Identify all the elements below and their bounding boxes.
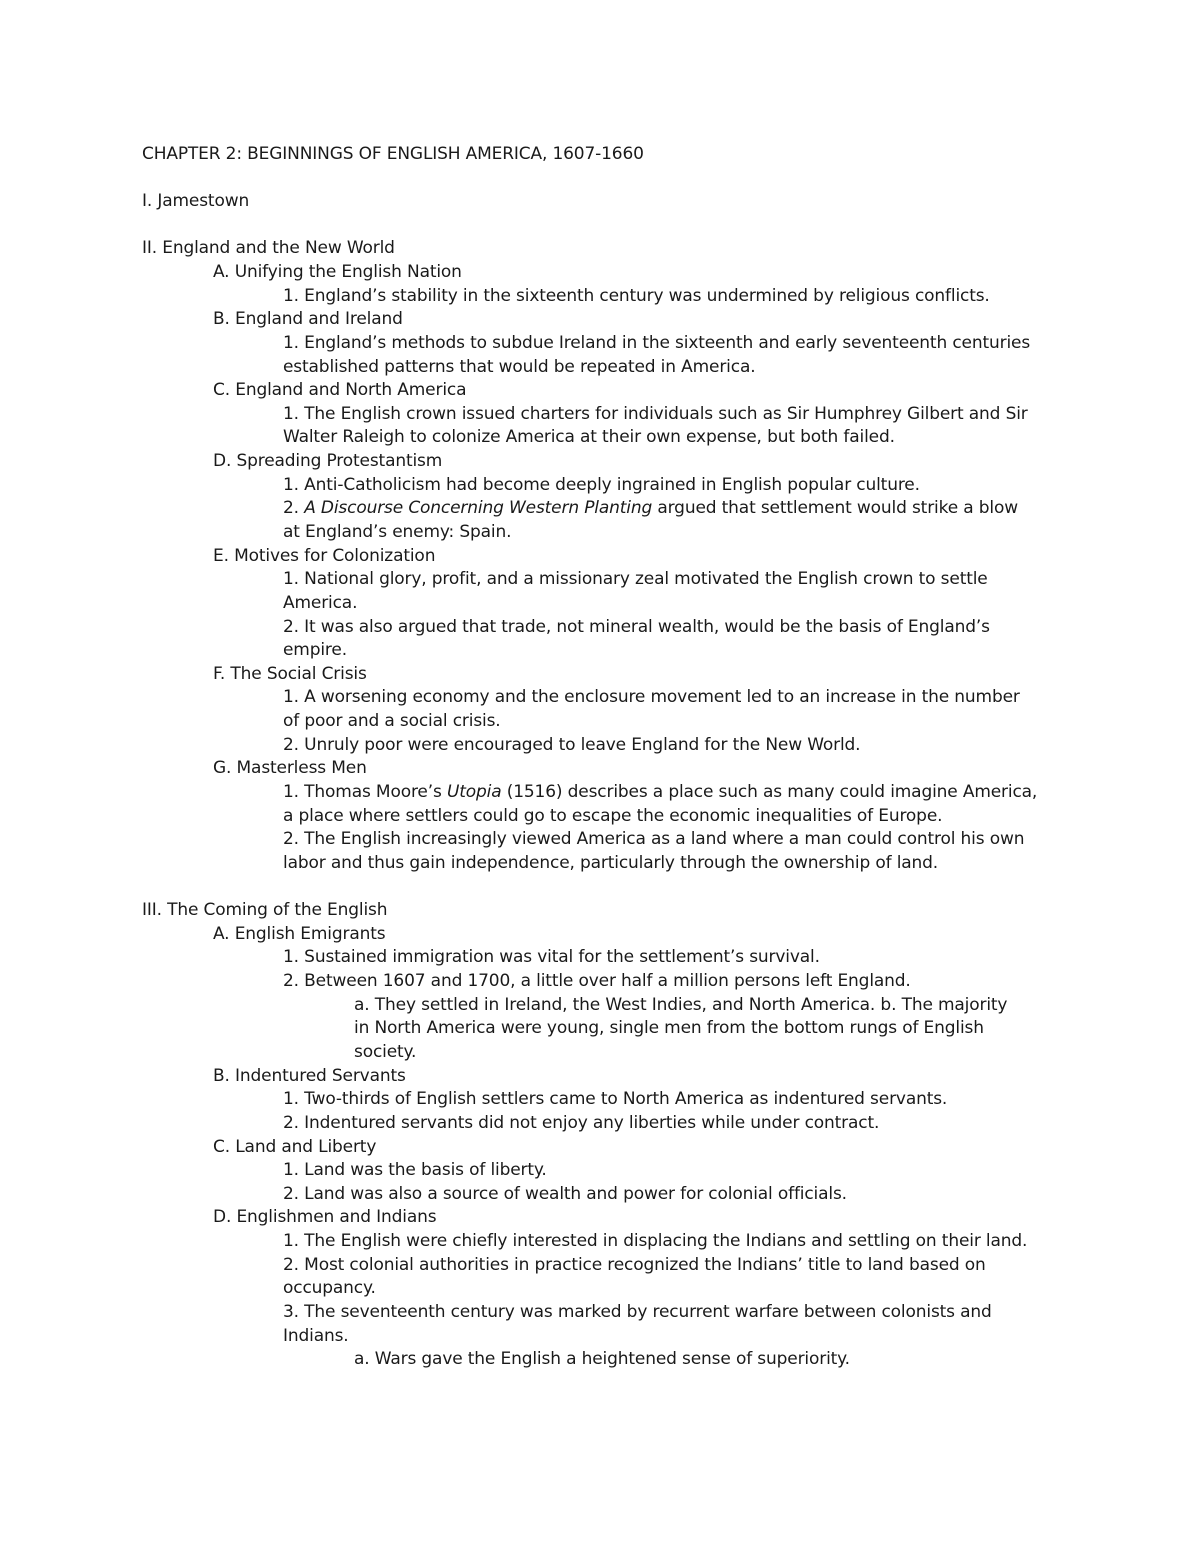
point-text: 1. Anti-Catholicism had become deeply ingrained in English popular culture. xyxy=(283,475,920,495)
point-text: 1. Two-thirds of English settlers came to North America as indentured servants. xyxy=(283,1089,948,1109)
point-text: labor and thus gain independence, particularly through the ownership of land. xyxy=(283,853,939,873)
point-text: 2. The English increasingly viewed America as a land where a man could control his own xyxy=(283,829,1025,849)
subheading-englishmen-indians: D. Englishmen and Indians xyxy=(213,1207,437,1227)
subheading-motives: E. Motives for Colonization xyxy=(213,546,436,566)
book-title: Utopia xyxy=(446,782,502,802)
subpoint-text: in North America were young, single men from the bottom rungs of English xyxy=(354,1018,984,1038)
section-heading-england-new-world: II. England and the New World xyxy=(142,238,395,258)
subheading-spreading-protestantism: D. Spreading Protestantism xyxy=(213,451,443,471)
point-text: 1. England’s stability in the sixteenth century was undermined by religious conflicts. xyxy=(283,286,990,306)
section-heading-jamestown: I. Jamestown xyxy=(142,191,250,211)
point-text: 2. Most colonial authorities in practice recognized the Indians’ title to land based on xyxy=(283,1255,986,1275)
subpoint-text: a. Wars gave the English a heightened sense of superiority. xyxy=(354,1349,850,1369)
point-text: 1. A worsening economy and the enclosure movement led to an increase in the number xyxy=(283,687,1020,707)
subpoint-text: society. xyxy=(354,1042,417,1062)
subheading-masterless-men: G. Masterless Men xyxy=(213,758,367,778)
point-text: 2. Unruly poor were encouraged to leave England for the New World. xyxy=(283,735,861,755)
subheading-land-liberty: C. Land and Liberty xyxy=(213,1137,377,1157)
chapter-title: CHAPTER 2: BEGINNINGS OF ENGLISH AMERICA, 1607-1660 xyxy=(142,144,644,164)
subpoint-text: a. They settled in Ireland, the West Indies, and North America. b. The majority xyxy=(354,995,1008,1015)
point-text: established patterns that would be repeated in America. xyxy=(283,357,756,377)
point-text: Indians. xyxy=(283,1326,349,1346)
point-text: 1. The English crown issued charters for individuals such as Sir Humphrey Gilbert and Sir xyxy=(283,404,1028,424)
point-text: 2. Between 1607 and 1700, a little over half a million persons left England. xyxy=(283,971,911,991)
point-text: occupancy. xyxy=(283,1278,376,1298)
subheading-social-crisis: F. The Social Crisis xyxy=(213,664,367,684)
subheading-unifying: A. Unifying the English Nation xyxy=(213,262,462,282)
point-text: empire. xyxy=(283,640,347,660)
point-text: 1. National glory, profit, and a missionary zeal motivated the English crown to settle xyxy=(283,569,988,589)
section-heading-coming-of-english: III. The Coming of the English xyxy=(142,900,388,920)
point-rest: (1516) describes a place such as many could imagine America, xyxy=(501,782,1038,802)
point-text xyxy=(283,497,1018,521)
subheading-england-ireland: B. England and Ireland xyxy=(213,309,403,329)
subheading-indentured-servants: B. Indentured Servants xyxy=(213,1066,406,1086)
point-text: of poor and a social crisis. xyxy=(283,711,501,731)
point-text: 3. The seventeenth century was marked by recurrent warfare between colonists and xyxy=(283,1302,992,1322)
subheading-english-emigrants: A. English Emigrants xyxy=(213,924,386,944)
point-text: Walter Raleigh to colonize America at their own expense, but both failed. xyxy=(283,427,895,447)
point-text: 2. Land was also a source of wealth and power for colonial officials. xyxy=(283,1184,847,1204)
point-text: 1. Land was the basis of liberty. xyxy=(283,1160,547,1180)
point-text: 1. England’s methods to subdue Ireland in the sixteenth and early seventeenth centuries xyxy=(283,333,1031,353)
point-text: 1. Sustained immigration was vital for the settlement’s survival. xyxy=(283,947,820,967)
point-text xyxy=(283,781,1037,805)
point-text: America. xyxy=(283,593,358,613)
point-text: 1. The English were chiefly interested in displacing the Indians and settling on their land. xyxy=(283,1231,1028,1251)
point-text: 2. Indentured servants did not enjoy any liberties while under contract. xyxy=(283,1113,880,1133)
point-text: at England’s enemy: Spain. xyxy=(283,522,512,542)
book-title: A Discourse Concerning Western Planting xyxy=(304,498,653,518)
point-prefix: 1. Thomas Moore’s xyxy=(283,782,447,802)
point-prefix: 2. xyxy=(283,498,305,518)
point-text: 2. It was also argued that trade, not mineral wealth, would be the basis of England’s xyxy=(283,617,990,637)
point-text: a place where settlers could go to escape the economic inequalities of Europe. xyxy=(283,806,943,826)
point-rest: argued that settlement would strike a blow xyxy=(652,498,1018,518)
subheading-england-north-america: C. England and North America xyxy=(213,380,467,400)
